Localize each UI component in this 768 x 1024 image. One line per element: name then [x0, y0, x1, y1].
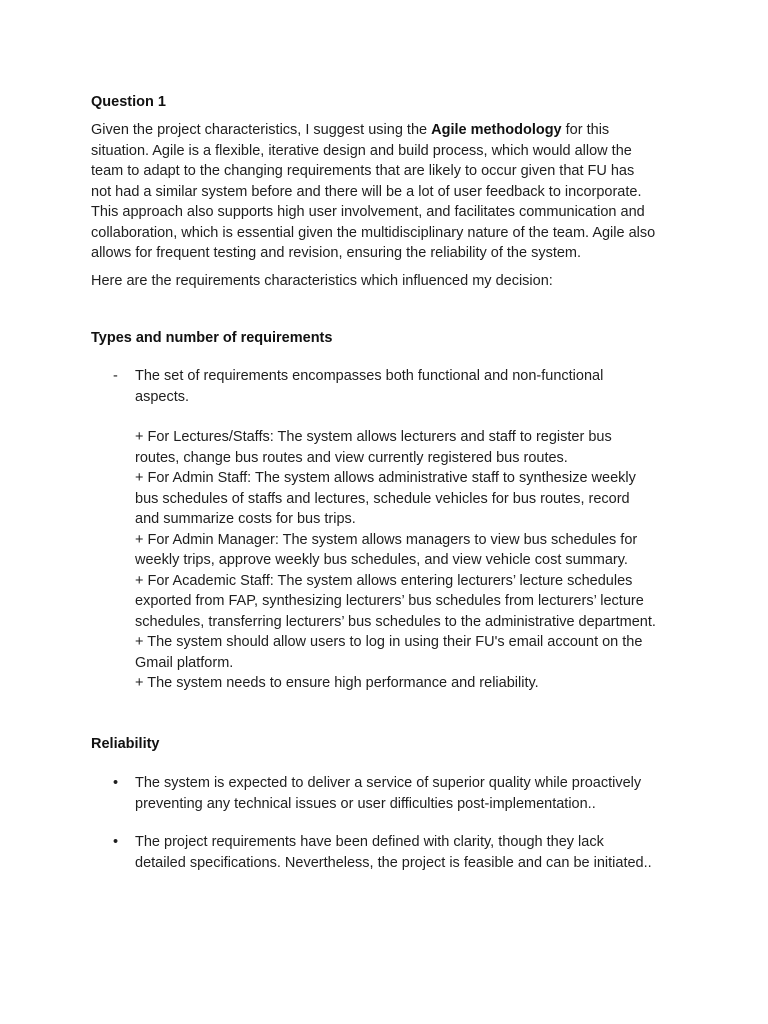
intro-line-0 [91, 120, 691, 141]
intro-paragraph [91, 120, 691, 264]
detail-line-10: + The system should allow users to log in using their FU's email account on the [135, 634, 643, 650]
intro-text-start: Given the project characteristics, I suggest using the [91, 122, 432, 138]
intro-line-1: situation. Agile is a flexible, iterative design and build process, which would allow the [91, 142, 632, 159]
detail-line-9: schedules, transferring lecturers’ bus schedules to the administrative department. [135, 613, 656, 630]
reliability-bullet-1-line-0: The project requirements have been defined with clarity, though they lack [135, 834, 604, 850]
detail-line-4: and summarize costs for bus trips. [135, 511, 356, 527]
lead-in-text: Here are the requirements characteristics which influenced my decision: [91, 273, 553, 289]
intro-line-3: not had a similar system before and there will be a lot of user feedback to incorporate. [91, 183, 642, 200]
bullet-marker: • [113, 834, 119, 850]
detail-line-6: weekly trips, approve weekly bus schedules, and view vehicle cost summary. [135, 552, 628, 568]
requirements-item-line-0: The set of requirements encompasses both functional and non-functional [135, 368, 604, 384]
detail-line-11: Gmail platform. [135, 654, 234, 671]
detail-line-3: bus schedules of staffs and lectures, schedule vehicles for bus routes, record [135, 490, 630, 507]
detail-line-8: exported from FAP, synthesizing lecturers’ bus schedules from lecturers’ lecture [135, 593, 644, 609]
detail-line-7: + For Academic Staff: The system allows entering lecturers’ lecture schedules [135, 572, 633, 589]
section-title-requirements: Types and number of requirements [91, 330, 333, 346]
requirements-list-item [135, 366, 695, 407]
intro-line-6: allows for frequent testing and revision, ensuring the reliability of the system. [91, 245, 582, 261]
section-title-reliability: Reliability [91, 736, 160, 752]
reliability-bullet-item [135, 832, 695, 873]
question-title: Question 1 [91, 94, 166, 110]
reliability-bullet-0-line-0: The system is expected to deliver a service of superior quality while proactively [135, 775, 642, 791]
bullet-marker: • [113, 775, 119, 791]
requirements-details [135, 427, 695, 694]
intro-line-5: collaboration, which is essential given the multidisciplinary nature of the team. Agile also [91, 224, 656, 241]
reliability-bullet-1-line-1: detailed specifications. Nevertheless, the project is feasible and can be initiated.. [135, 854, 652, 871]
agile-methodology-bold: Agile methodology [431, 122, 562, 138]
detail-line-1: routes, change bus routes and view currently registered bus routes. [135, 449, 568, 466]
intro-line-2: team to adapt to the changing requirements that are likely to occur given that FU has [91, 163, 635, 179]
detail-line-0: + For Lectures/Staffs: The system allows lecturers and staff to register bus [135, 429, 612, 445]
detail-line-12: + The system needs to ensure high performance and reliability. [135, 675, 539, 691]
intro-line-4: This approach also supports high user involvement, and facilitates communication and [91, 204, 645, 220]
detail-line-2: + For Admin Staff: The system allows administrative staff to synthesize weekly [135, 470, 636, 486]
dash-marker: - [113, 368, 118, 384]
intro-text-end: for this [561, 122, 610, 138]
requirements-item-line-1: aspects. [135, 388, 189, 405]
reliability-bullet-item [135, 773, 695, 814]
reliability-bullet-0-line-1: preventing any technical issues or user difficulties post-implementation.. [135, 795, 596, 812]
detail-line-5: + For Admin Manager: The system allows managers to view bus schedules for [135, 531, 638, 548]
